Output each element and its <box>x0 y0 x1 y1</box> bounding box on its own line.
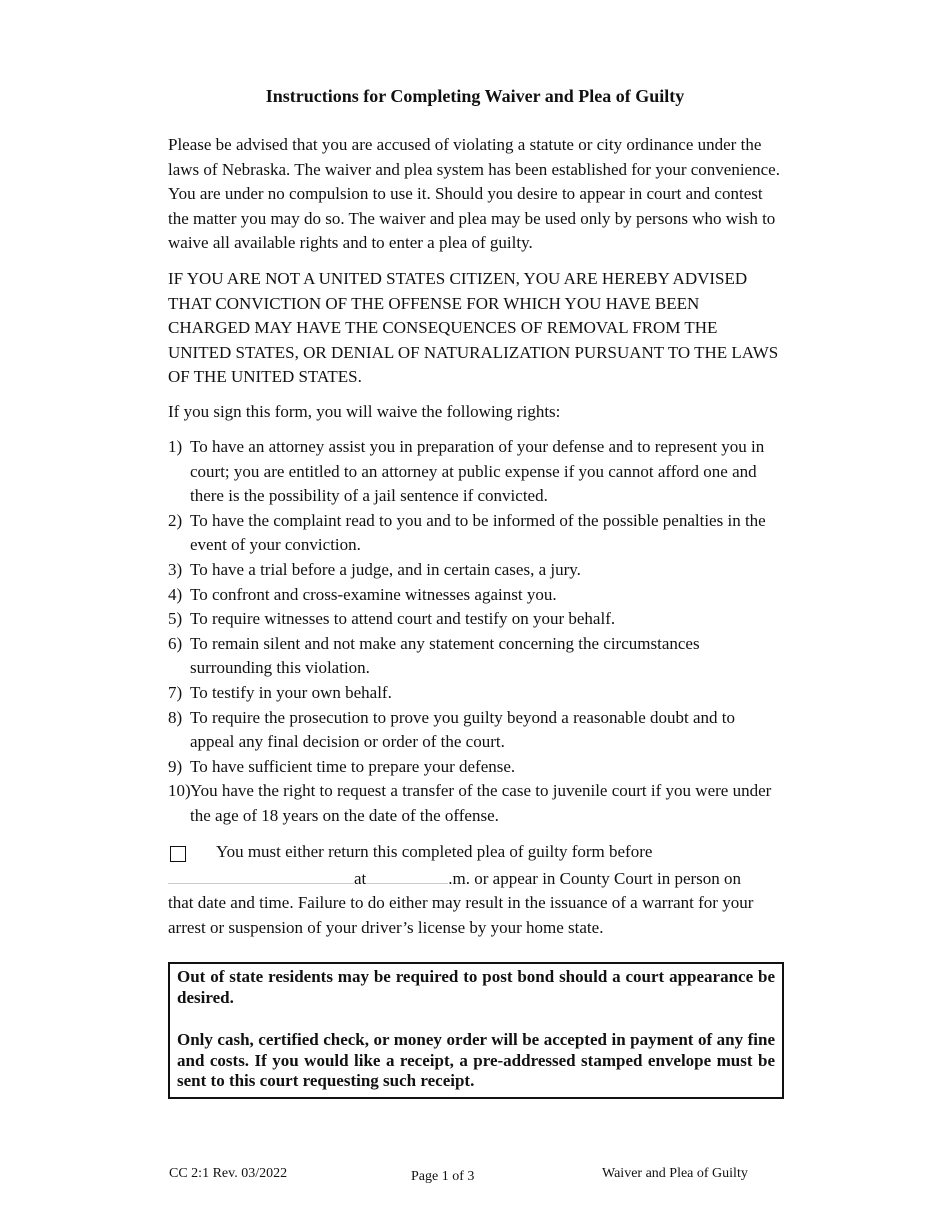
list-item-text: To have sufficient time to prepare your defense. <box>190 756 516 776</box>
list-item <box>168 435 783 509</box>
list-item-number: 5) <box>168 609 183 629</box>
list-item <box>168 755 783 780</box>
list-item-number: 9) <box>168 756 183 776</box>
list-item-text: To remain silent and not make any statement concerning the circumstances surrounding this violation. <box>190 633 700 678</box>
list-item <box>168 583 783 608</box>
list-item-number: 8) <box>168 707 183 727</box>
list-item-number: 2) <box>168 510 183 530</box>
list-item-text: To have an attorney assist you in preparation of your defense and to represent you in court; you are entitled to an attorney at public expense if you cannot afford one and there is the possibility of a jail sentence if convicted. <box>190 437 765 506</box>
list-item-number: 4) <box>168 584 183 604</box>
list-item <box>168 558 783 583</box>
list-item <box>168 607 783 632</box>
return-form-line2 <box>168 865 780 892</box>
payment-notice: Only cash, certified check, or money order will be accepted in payment of any fine and costs. If you would like a receipt, a pre-addressed stamped envelope must be sent to this court requesting such receipt. <box>177 1030 775 1090</box>
page-title: Instructions for Completing Waiver and Plea of Guilty <box>265 86 685 106</box>
after-time-text: .m. or appear in County Court in person on <box>448 868 742 888</box>
list-item-number: 3) <box>168 559 183 579</box>
citizenship-warning: IF YOU ARE NOT A UNITED STATES CITIZEN, YOU ARE HEREBY ADVISED THAT CONVICTION OF THE OFFENSE FOR WHICH YOU HAVE BEEN CHARGED MAY HAVE THE CONSEQUENCES OF REMOVAL FROM THE UNITED STATES, OR DENIAL OF NATURALIZATION PURSUANT TO THE LAWS OF THE UNITED STATES. <box>168 269 779 387</box>
payment-notice-box <box>168 962 784 1099</box>
list-item <box>168 706 783 755</box>
footer-form-title: Waiver and Plea of Guilty <box>602 1166 748 1181</box>
form-number: CC 2:1 Rev. 03/2022 <box>169 1166 288 1181</box>
list-item-text: To have a trial before a judge, and in certain cases, a jury. <box>190 559 581 579</box>
page-number: Page 1 of 3 <box>411 1169 475 1184</box>
list-item-text: To require the prosecution to prove you guilty beyond a reasonable doubt and to appeal any final decision or order of the court. <box>190 707 736 752</box>
list-item <box>168 681 783 706</box>
list-item <box>168 632 783 681</box>
return-form-rest: that date and time. Failure to do either may result in the issuance of a warrant for your arrest or suspension of your driver’s license by your home state. <box>168 893 754 937</box>
rights-intro: If you sign this form, you will waive the following rights: <box>168 402 561 421</box>
date-blank-field[interactable] <box>168 865 354 884</box>
list-item-number: 6) <box>168 633 183 653</box>
intro-paragraph: Please be advised that you are accused of violating a statute or city ordinance under the laws of Nebraska. The waiver and plea system has been established for your convenience. You are under no compulsion to use it. Should you desire to appear in court and contest the matter you may do so. The waiver and plea may be used only by persons who wish to waive all available rights and to enter a plea of guilty. <box>168 135 780 253</box>
list-item-text: To have the complaint read to you and to be informed of the possible penalties in the event of your conviction. <box>190 510 766 555</box>
list-item-number: 7) <box>168 682 183 702</box>
return-form-instructions <box>168 840 780 940</box>
list-item-number: 1) <box>168 437 183 456</box>
list-item <box>168 509 783 558</box>
list-item-text: To confront and cross-examine witnesses against you. <box>190 584 557 604</box>
list-item-text: You have the right to request a transfer of the case to juvenile court if you were under the age of 18 years on the date of the offense. <box>190 781 772 825</box>
list-item-text: To testify in your own behalf. <box>190 682 392 702</box>
list-item-text: To require witnesses to attend court and testify on your behalf. <box>190 609 616 629</box>
time-blank-field[interactable] <box>366 865 448 884</box>
bond-notice: Out of state residents may be required to post bond should a court appearance be desired. <box>177 967 775 1007</box>
at-label: at <box>354 868 367 888</box>
list-item <box>168 779 783 828</box>
return-form-line1: You must either return this completed plea of guilty form before <box>216 842 653 861</box>
list-item-number: 10) <box>168 781 191 801</box>
rights-list <box>168 435 783 829</box>
